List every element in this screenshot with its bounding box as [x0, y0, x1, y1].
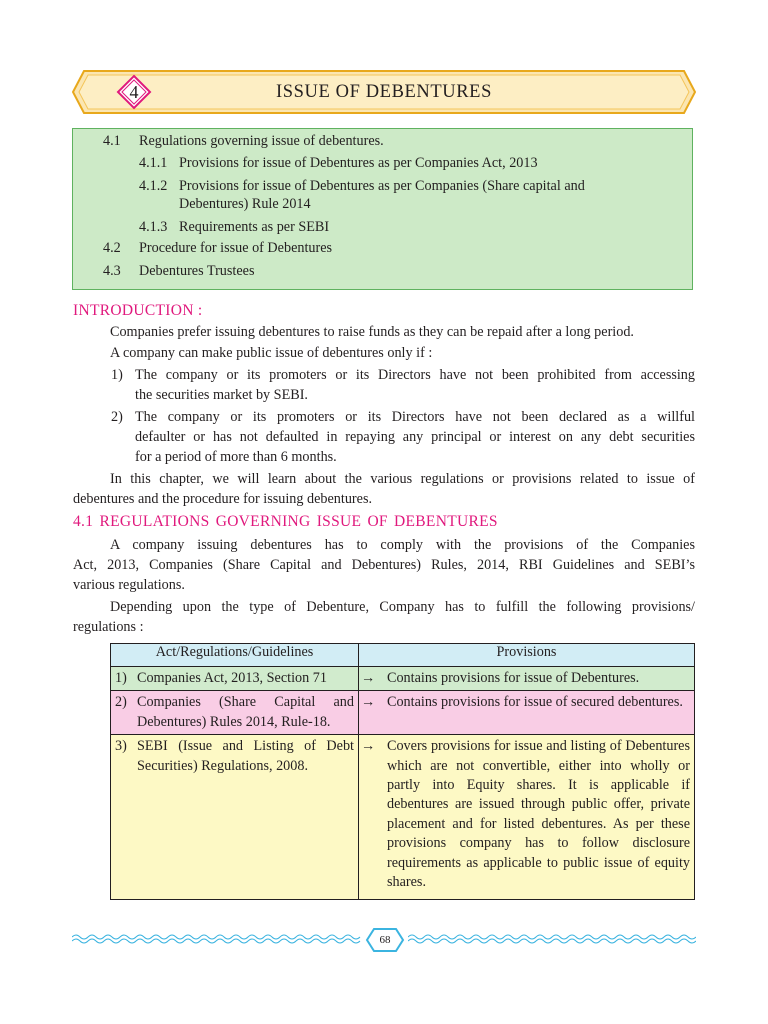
table-row: [111, 667, 695, 691]
intro-paragraph: In this chapter, we will learn about the various regulations or provisions related to issue of: [110, 471, 695, 487]
act-text: Companies Act, 2013, Section 71: [137, 670, 327, 686]
intro-paragraph: Companies prefer issuing debentures to raise funds as they can be repaid after a long period.: [110, 324, 634, 340]
table-row: [111, 735, 695, 900]
list-text: defaulter or has not defaulted in repaying any principal or interest on any debt securities: [135, 429, 695, 445]
act-cell: [111, 691, 358, 734]
section-paragraph: Depending upon the type of Debenture, Company has to fulfill the following provisions/: [110, 599, 695, 615]
list-text: The company or its promoters or its Directors have not been prohibited from accessing: [135, 367, 695, 383]
intro-paragraph: A company can make public issue of debentures only if :: [110, 345, 433, 361]
chapter-title: ISSUE OF DEBENTURES: [276, 82, 492, 102]
table-header-row: [111, 644, 695, 667]
page-footer: [72, 926, 696, 956]
provision-text: Contains provisions for issue of Debentures.: [387, 670, 640, 686]
act-cell: [111, 735, 358, 778]
act-cell: [111, 667, 358, 690]
arrow-icon: →: [361, 694, 376, 711]
section-paragraph: various regulations.: [73, 577, 185, 593]
table-row: [111, 691, 695, 735]
row-number: 2): [115, 694, 127, 711]
chapter-number: 4: [129, 82, 139, 102]
act-text: SEBI (Issue and Listing of Debt Securities) Regulations, 2008.: [137, 738, 354, 774]
list-number: 1): [111, 367, 123, 383]
provision-text: Contains provisions for issue of secured debentures.: [387, 694, 683, 711]
list-text: The company or its promoters or its Directors have not been declared as a willful: [135, 409, 695, 425]
provision-cell: [359, 691, 694, 714]
column-header-act: Act/Regulations/Guidelines: [111, 644, 359, 667]
arrow-icon: →: [361, 738, 376, 755]
provision-cell: [359, 667, 694, 690]
chapter-contents-box: 4.1 Regulations governing issue of debentures. 4.1.1 Provisions for issue of Debentures as per Companies Act, 2013 4.1.2 Provisions for issue of Debentures as per Companies (Share capital and Debentures) Rule 2014 4.1.3 Requirements as per SEBI 4.2 Procedure for issue of Debentures 4.3 Debentures Trustees: [72, 128, 693, 290]
chapter-banner: [72, 70, 696, 114]
list-number: 2): [111, 409, 123, 425]
section-paragraph: Act, 2013, Companies (Share Capital and Debentures) Rules, 2014, RBI Guidelines and SEBI’s: [73, 557, 695, 573]
section-4-1-heading: 4.1 REGULATIONS GOVERNING ISSUE OF DEBENTURES: [73, 513, 498, 530]
list-text: the securities market by SEBI.: [135, 387, 308, 403]
section-paragraph: regulations :: [73, 619, 144, 635]
act-text: Companies (Share Capital and Debentures) Rules 2014, Rule-18.: [137, 694, 354, 730]
page-number: 68: [379, 934, 391, 946]
column-header-provisions: Provisions: [359, 644, 695, 667]
intro-paragraph: debentures and the procedure for issuing debentures.: [73, 491, 373, 507]
row-number: 3): [115, 738, 127, 755]
provisions-table: [110, 643, 695, 900]
section-paragraph: A company issuing debentures has to comply with the provisions of the Companies: [110, 537, 695, 553]
provision-text: Covers provisions for issue and listing of Debentures which are not convertible, either into wholly or partly into Equity shares. It is applicable if debentures are issued through public offer, private placement and for listed debentures. As per these provisions company has to follow disclosure requirements as applicable to public issue of equity shares.: [387, 738, 690, 891]
list-text: for a period of more than 6 months.: [135, 449, 337, 465]
introduction-heading: INTRODUCTION :: [73, 302, 203, 319]
provision-cell: [359, 735, 694, 894]
arrow-icon: →: [361, 670, 376, 686]
row-number: 1): [115, 670, 127, 686]
